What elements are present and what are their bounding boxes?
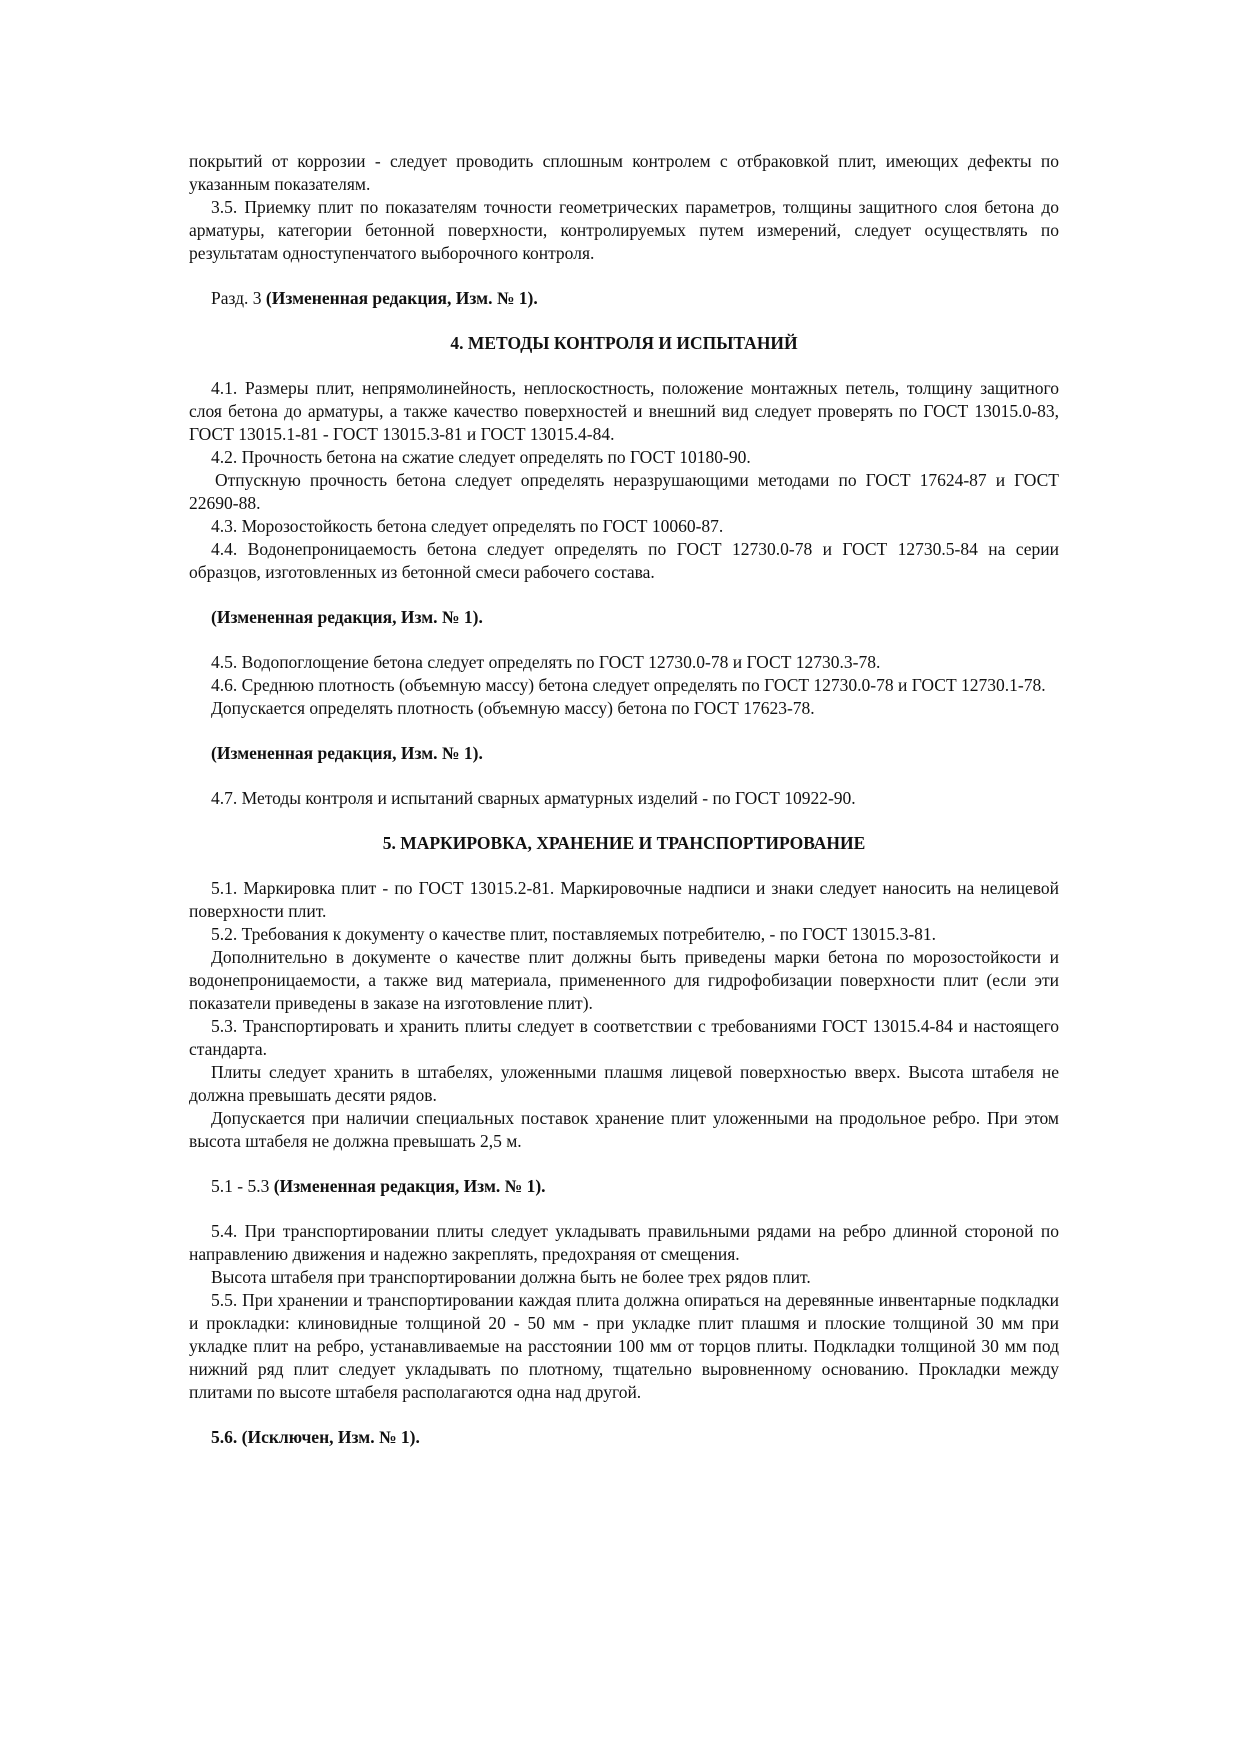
paragraph-5-2: 5.2. Требования к документу о качестве плит, поставляемых потребителю, - по ГОСТ 13015.3-81. [211,924,937,944]
paragraph-5-3: 5.3. Транспортировать и хранить плиты следует в соответствии с требованиями ГОСТ 13015.4-84 и настоящего стандарта. [189,1016,1059,1059]
section-5-heading: 5. МАРКИРОВКА, ХРАНЕНИЕ И ТРАНСПОРТИРОВАНИЕ [382,833,866,853]
amendment-note-bold: (Измененная редакция, Изм. № 1). [265,288,538,308]
paragraph-4-6-density: Допускается определять плотность (объемную массу) бетона по ГОСТ 17623-78. [211,698,815,718]
amendment-note-4-4: (Измененная редакция, Изм. № 1). [211,607,483,627]
paragraph-5-1: 5.1. Маркировка плит - по ГОСТ 13015.2-81. Маркировочные надписи и знаки следует наносить на нелицевой поверхности плит. [189,878,1059,921]
paragraph-4-4: 4.4. Водонепроницаемость бетона следует определять по ГОСТ 12730.0-78 и ГОСТ 12730.5-84 на серии образцов, изготовленных из бетонной смеси рабочего состава. [189,539,1059,582]
amendment-note-razd3 [211,287,1059,310]
paragraph-5-4-height: Высота штабеля при транспортировании должна быть не более трех рядов плит. [211,1267,811,1287]
paragraph-intro-continued: покрытий от коррозии - следует проводить сплошным контролем с отбраковкой плит, имеющих дефекты по указанным показателям. [189,151,1059,194]
amendment-note-prefix: 5.1 - 5.3 [211,1176,270,1196]
section-4-heading: 4. МЕТОДЫ КОНТРОЛЯ И ИСПЫТАНИЙ [450,333,798,353]
amendment-note-5-1-5-3 [211,1175,1059,1198]
paragraph-5-4: 5.4. При транспортировании плиты следует укладывать правильными рядами на ребро длинной стороной по направлению движения и надежно закреплять, предохраняя от смещения. [189,1221,1059,1264]
paragraph-4-3: 4.3. Морозостойкость бетона следует определять по ГОСТ 10060-87. [211,516,724,536]
paragraph-4-2-release-strength: Отпускную прочность бетона следует определять неразрушающими методами по ГОСТ 17624-87 и ГОСТ 22690-88. [189,470,1059,513]
amendment-note-prefix: Разд. 3 [211,288,262,308]
paragraph-5-2-additional: Дополнительно в документе о качестве плит должны быть приведены марки бетона по морозостойкости и водонепроницаемости, а также вид материала, примененного для гидрофобизации поверхности плит (если эти показатели приведены в заказе на изготовление плит). [189,947,1059,1013]
paragraph-5-3-storage: Плиты следует хранить в штабелях, уложенными плашмя лицевой поверхностью вверх. Высота штабеля не должна превышать десяти рядов. [189,1062,1059,1105]
paragraph-4-5: 4.5. Водопоглощение бетона следует определять по ГОСТ 12730.0-78 и ГОСТ 12730.3-78. [211,652,881,672]
paragraph-5-5: 5.5. При хранении и транспортировании каждая плита должна опираться на деревянные инвентарные подкладки и прокладки: клиновидные толщиной 20 - 50 мм - при укладке плит плашмя и плоские толщиной 30 мм при укладке плит на ребро, устанавливаемые на расстоянии 100 мм от торцов плиты. Подкладки толщиной 30 мм под нижний ряд плит следует укладывать по плотному, тщательно выровненному основанию. Прокладки между плитами по высоте штабеля располагаются одна над другой. [189,1290,1059,1402]
paragraph-5-3-edge-storage: Допускается при наличии специальных поставок хранение плит уложенными на продольное ребро. При этом высота штабеля не должна превышать 2,5 м. [189,1108,1059,1151]
amendment-note-bold: (Измененная редакция, Изм. № 1). [273,1176,546,1196]
paragraph-4-7: 4.7. Методы контроля и испытаний сварных арматурных изделий - по ГОСТ 10922-90. [211,788,856,808]
paragraph-4-6: 4.6. Среднюю плотность (объемную массу) бетона следует определять по ГОСТ 12730.0-78 и ГОСТ 12730.1-78. [211,675,1046,695]
paragraph-3-5: 3.5. Приемку плит по показателям точности геометрических параметров, толщины защитного слоя бетона до арматуры, категории бетонной поверхности, контролируемых путем измерений, следует осуществлять по результатам одноступенчатого выборочного контроля. [189,197,1059,263]
paragraph-4-1: 4.1. Размеры плит, непрямолинейность, неплоскостность, положение монтажных петель, толщину защитного слоя бетона до арматуры, а также качество поверхностей и внешний вид следует проверять по ГОСТ 13015.0-83, ГОСТ 13015.1-81 - ГОСТ 13015.3-81 и ГОСТ 13015.4-84. [189,378,1059,444]
excluded-note-5-6: 5.6. (Исключен, Изм. № 1). [211,1427,420,1447]
amendment-note-4-6: (Измененная редакция, Изм. № 1). [211,743,483,763]
paragraph-4-2: 4.2. Прочность бетона на сжатие следует определять по ГОСТ 10180-90. [211,447,751,467]
document-page [189,150,1059,1471]
